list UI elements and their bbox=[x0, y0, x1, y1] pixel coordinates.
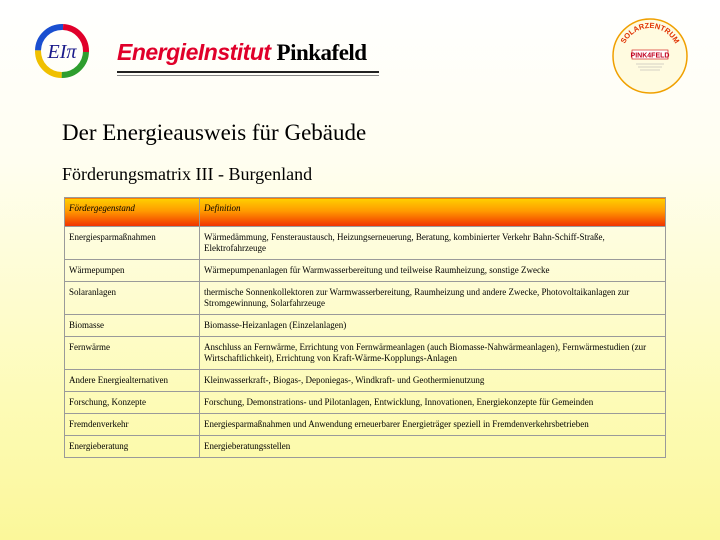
table-row bbox=[65, 436, 666, 458]
row-definition: Forschung, Demonstrations- und Pilotanlagen, Entwicklung, Innovationen, Energiekonzepte für Gemeinden bbox=[200, 392, 666, 414]
logo-word-energie: Energie bbox=[117, 39, 198, 65]
page-title: Der Energieausweis für Gebäude bbox=[62, 120, 367, 145]
row-subject: Fernwärme bbox=[65, 337, 200, 370]
table-row bbox=[65, 260, 666, 282]
logo-underline bbox=[117, 71, 379, 73]
row-subject: Biomasse bbox=[65, 315, 200, 337]
row-definition: Wärmedämmung, Fensteraustausch, Heizungserneuerung, Beratung, kombinierter Verkehr Bahn-Schiff-Straße, Elektrofahrzeuge bbox=[200, 227, 666, 260]
header-cell-foerdergegenstand: Fördergegenstand bbox=[65, 198, 200, 227]
table-row bbox=[65, 227, 666, 260]
row-subject: Wärmepumpen bbox=[65, 260, 200, 282]
row-definition: Anschluss an Fernwärme, Errichtung von Fernwärmeanlagen (auch Biomasse-Nahwärmeanlagen), Fernwärmestudien (zur Wirtschaftlichkeit), Errichtung von Kraft-Wärme-Kopplungs-Anlagen bbox=[200, 337, 666, 370]
logo-word-pinkafeld: Pinkafeld bbox=[276, 40, 367, 65]
table-row bbox=[65, 414, 666, 436]
row-definition: Energiesparmaßnahmen und Anwendung erneuerbarer Energieträger speziell in Fremdenverkehrsbetrieben bbox=[200, 414, 666, 436]
row-definition: Energieberatungsstellen bbox=[200, 436, 666, 458]
logo-word-institut: Institut bbox=[197, 39, 271, 65]
badge-middle-text: PINK4FELD bbox=[630, 52, 670, 60]
table-row bbox=[65, 315, 666, 337]
energie-institut-logo bbox=[33, 22, 367, 74]
foerderungsmatrix-table bbox=[64, 197, 666, 458]
table-header-row bbox=[65, 198, 666, 227]
row-definition: Biomasse-Heizanlagen (Einzelanlagen) bbox=[200, 315, 666, 337]
row-subject: Fremdenverkehr bbox=[65, 414, 200, 436]
table-row bbox=[65, 370, 666, 392]
eip-circle-logo-icon bbox=[33, 22, 91, 80]
row-subject: Solaranlagen bbox=[65, 282, 200, 315]
logo-letters: EIπ bbox=[47, 41, 77, 63]
page-subtitle: Förderungsmatrix III - Burgenland bbox=[62, 164, 313, 184]
table-row bbox=[65, 392, 666, 414]
row-definition: Kleinwasserkraft-, Biogas-, Deponiegas-, Windkraft- und Geothermienutzung bbox=[200, 370, 666, 392]
table-row bbox=[65, 282, 666, 315]
logo-wordmark bbox=[117, 39, 367, 66]
row-definition: thermische Sonnenkollektoren zur Warmwasserbereitung, Raumheizung und andere Zwecke, Photovoltaikanlagen zur Stromgewinnung, Solarfahrzeuge bbox=[200, 282, 666, 315]
table-row bbox=[65, 337, 666, 370]
row-definition: Wärmepumpenanlagen für Warmwasserbereitung und teilweise Raumheizung, sonstige Zwecke bbox=[200, 260, 666, 282]
header-cell-definition: Definition bbox=[200, 198, 666, 227]
row-subject: Andere Energiealternativen bbox=[65, 370, 200, 392]
row-subject: Forschung, Konzepte bbox=[65, 392, 200, 414]
solarzentrum-badge-icon bbox=[610, 16, 690, 96]
row-subject: Energieberatung bbox=[65, 436, 200, 458]
logo-underline-thin bbox=[117, 75, 379, 76]
badge-top-text: SOLARZENTRUM bbox=[618, 20, 682, 45]
row-subject: Energiesparmaßnahmen bbox=[65, 227, 200, 260]
